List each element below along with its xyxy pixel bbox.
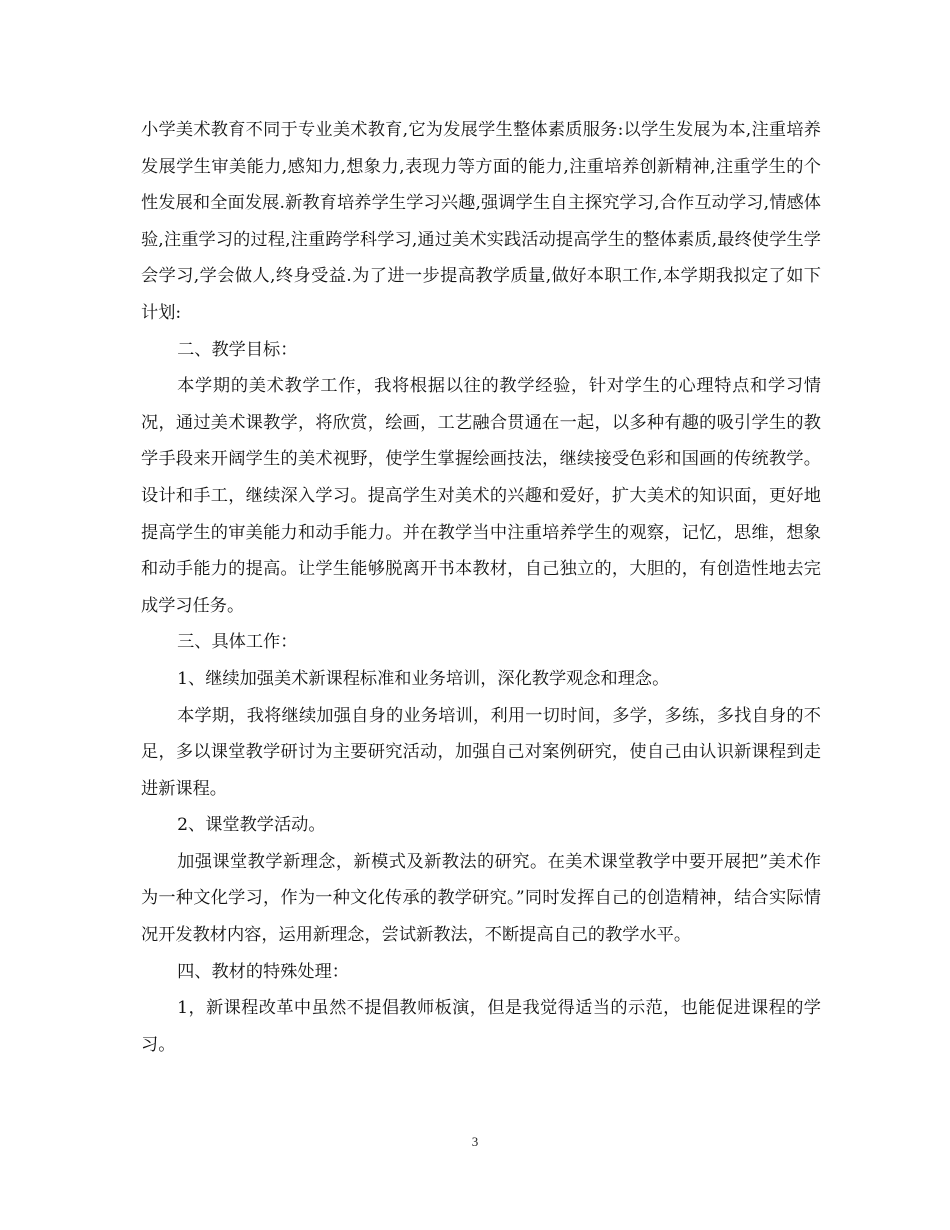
- paragraph-intro: 小学美术教育不同于专业美术教育,它为发展学生整体素质服务:以学生发展为本,注重培养发展学生审美能力,感知力,想象力,表现力等方面的能力,注重培养创新精神,注重学生的个性发展和全面发展.新教育培养学生学习兴趣,强调学生自主探究学习,合作互动学习,情感体验,注重学习的过程,注重跨学科学习,通过美术实践活动提高学生的整体素质,最终使学生学会学习,学会做人,终身受益.为了进一步提高教学质量,做好本职工作,本学期我拟定了如下计划:: [141, 120, 821, 323]
- paragraph-teaching-goals: 本学期的美术教学工作，我将根据以往的教学经验，针对学生的心理特点和学习情况，通过美术课教学，将欣赏，绘画，工艺融合贯通在一起，以多种有趣的吸引学生的教学手段来开阔学生的美术视野，使学生掌握绘画技法，继续接受色彩和国画的传统教学。设计和手工，继续深入学习。提高学生对美术的兴趣和爱好，扩大美术的知识面，更好地提高学生的审美能力和动手能力。并在教学当中注重培养学生的观察，记忆，思维，想象和动手能力的提高。让学生能够脱离开书本教材，自己独立的，大胆的，有创造性地去完成学习任务。: [141, 376, 821, 616]
- heading-materials: 四、教材的特殊处理：: [177, 961, 349, 982]
- paragraph-classroom: 加强课堂教学新理念，新模式及新教法的研究。在美术课堂教学中要开展把”美术作为一种文化学习，作为一种文化传承的教学研究。”同时发挥自己的创造精神，结合实际情况开发教材内容，运用新理念，尝试新教法，不断提高自己的教学水平。: [141, 851, 821, 946]
- paragraph-training: 本学期，我将继续加强自身的业务培训，利用一切时间，多学，多练，多找自身的不足，多以课堂教学研讨为主要研究活动，加强自己对案例研究，使自己由认识新课程到走进新课程。: [141, 705, 821, 799]
- document-body: [141, 112, 821, 1063]
- paragraph-materials: 1，新课程改革中虽然不提倡教师板演，但是我觉得适当的示范，也能促进课程的学习。: [141, 998, 821, 1055]
- heading-specific-work: 三、具体工作：: [177, 632, 298, 653]
- heading-teaching-goals: 二、教学目标：: [177, 339, 298, 360]
- subheading-training: 1、继续加强美术新课程标准和业务培训，深化教学观念和理念。: [177, 668, 670, 689]
- subheading-classroom: 2、课堂教学活动。: [177, 815, 326, 836]
- page-number: 3: [471, 1134, 479, 1149]
